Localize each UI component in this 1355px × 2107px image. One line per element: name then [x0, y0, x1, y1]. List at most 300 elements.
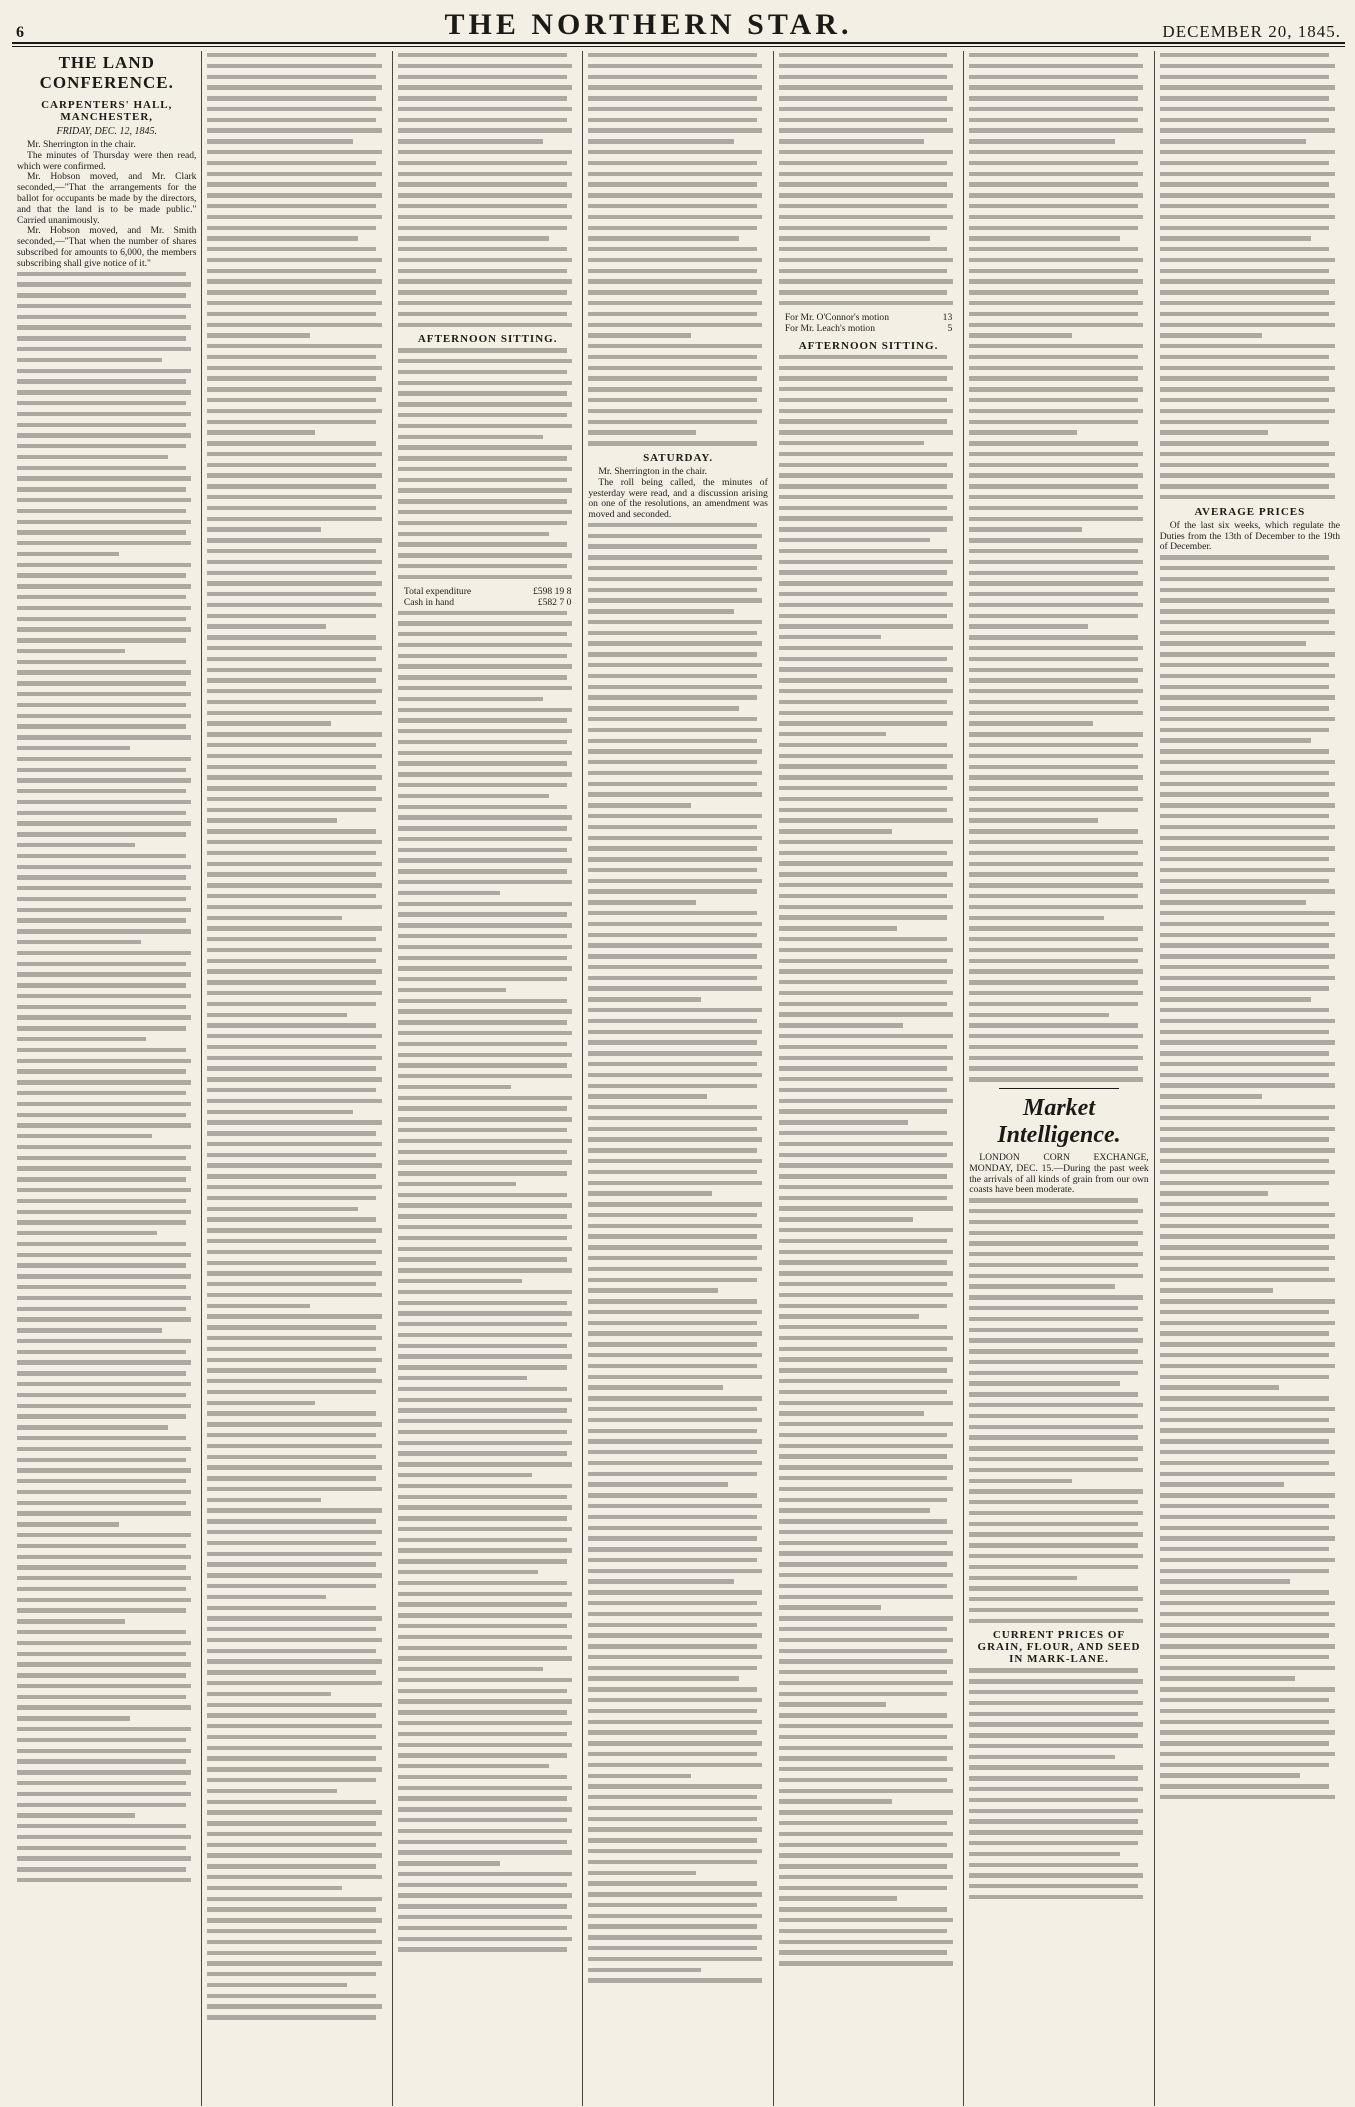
text-line	[779, 1875, 953, 1879]
text-line	[207, 1616, 381, 1620]
text-line	[779, 1454, 948, 1458]
text-line	[398, 1279, 522, 1283]
text-line	[588, 312, 757, 316]
text-line	[207, 2015, 376, 2019]
section-heading: THE LAND CONFERENCE.	[39, 53, 174, 92]
text-line	[779, 1605, 881, 1609]
text-line	[588, 857, 762, 861]
text-line	[398, 542, 567, 546]
text-line	[969, 916, 1104, 920]
text-line	[588, 1181, 762, 1185]
text-line	[207, 1692, 331, 1696]
text-line	[398, 247, 567, 251]
text-line	[779, 570, 948, 574]
text-line	[969, 1543, 1138, 1547]
text-line	[779, 818, 953, 822]
text-line	[398, 1732, 567, 1736]
text-line	[969, 732, 1143, 736]
text-line	[17, 1069, 186, 1073]
text-line	[588, 1418, 762, 1422]
text-line	[207, 1250, 381, 1254]
text-line	[969, 959, 1138, 963]
text-line	[207, 409, 381, 413]
text-line	[1160, 1310, 1329, 1314]
text-line	[1160, 1784, 1329, 1788]
text-line	[17, 390, 191, 394]
text-line	[207, 172, 381, 176]
text-line	[207, 1487, 381, 1491]
text-line	[207, 1519, 376, 1523]
text-line	[588, 1321, 757, 1325]
text-line	[969, 1056, 1143, 1060]
text-line	[588, 598, 762, 602]
text-line	[779, 204, 948, 208]
text-line	[779, 64, 953, 68]
text-line	[779, 754, 953, 758]
text-line	[779, 732, 887, 736]
text-line	[588, 236, 739, 240]
text-line	[1160, 376, 1329, 380]
text-line	[398, 988, 506, 992]
text-line	[588, 1385, 723, 1389]
text-line	[398, 837, 572, 841]
text-line	[588, 706, 739, 710]
text-line	[588, 172, 762, 176]
text-line	[969, 527, 1082, 531]
text-line	[588, 868, 757, 872]
text-line	[779, 366, 953, 370]
text-line	[398, 1462, 572, 1466]
text-line	[17, 1414, 186, 1418]
text-line	[207, 786, 376, 790]
text-line	[207, 1627, 376, 1631]
text-line	[17, 951, 191, 955]
text-line	[588, 1569, 762, 1573]
text-line	[17, 918, 186, 922]
text-line	[17, 1220, 186, 1224]
text-line	[398, 1268, 572, 1272]
text-line	[207, 969, 381, 973]
text-line	[207, 376, 376, 380]
text-line	[1160, 301, 1335, 305]
section-heading: AFTERNOON SITTING.	[798, 339, 939, 352]
text-line	[17, 1296, 191, 1300]
text-line	[969, 506, 1138, 510]
text-line	[398, 826, 567, 830]
text-line	[1160, 1224, 1329, 1228]
text-line	[207, 1056, 381, 1060]
text-line	[969, 1608, 1138, 1612]
text-line	[398, 761, 567, 765]
text-line	[398, 1527, 572, 1531]
text-line	[779, 1120, 908, 1124]
text-line	[779, 182, 948, 186]
text-line	[969, 1023, 1138, 1027]
text-line	[779, 678, 948, 682]
text-line	[1160, 1137, 1329, 1141]
text-line	[588, 1202, 762, 1206]
text-line	[779, 560, 953, 564]
text-line	[17, 1490, 191, 1494]
text-line	[1160, 1601, 1335, 1605]
text-line	[779, 764, 948, 768]
text-line	[969, 1328, 1138, 1332]
text-line	[779, 1681, 953, 1685]
text-line	[398, 323, 572, 327]
text-line	[398, 1807, 572, 1811]
text-line	[779, 1056, 953, 1060]
text-line	[969, 538, 1143, 542]
text-line	[969, 1034, 1143, 1038]
text-line	[398, 1096, 572, 1100]
text-line	[207, 1703, 381, 1707]
text-line	[1160, 85, 1335, 89]
text-line	[17, 563, 191, 567]
text-line	[1160, 836, 1329, 840]
text-line	[779, 75, 948, 79]
text-line	[1160, 749, 1329, 753]
text-line	[1160, 588, 1335, 592]
text-line	[398, 805, 567, 809]
text-line	[779, 915, 948, 919]
text-line	[779, 269, 948, 273]
text-line	[779, 1023, 903, 1027]
text-line	[969, 818, 1098, 822]
text-line	[779, 484, 948, 488]
text-line	[779, 1206, 953, 1210]
text-line	[17, 530, 186, 534]
body-text	[779, 53, 958, 305]
text-line	[779, 1756, 948, 1760]
text-line	[207, 387, 381, 391]
text-line	[207, 689, 381, 693]
text-line	[969, 1274, 1143, 1278]
text-line	[588, 409, 762, 413]
text-line	[588, 836, 762, 840]
text-line	[398, 858, 572, 862]
text-line	[207, 1810, 381, 1814]
text-line	[969, 926, 1143, 930]
text-line	[207, 872, 376, 876]
text-line	[207, 398, 376, 402]
column-4	[583, 51, 773, 2106]
text-line	[17, 1468, 191, 1472]
text-line	[398, 499, 567, 503]
text-line	[779, 1034, 953, 1038]
text-line	[398, 654, 567, 658]
text-line	[207, 1099, 381, 1103]
text-line	[17, 466, 186, 470]
text-line	[17, 757, 191, 761]
text-line	[588, 107, 762, 111]
text-line	[398, 1430, 567, 1434]
text-line	[1160, 717, 1335, 721]
masthead-divider	[12, 46, 1345, 47]
text-line	[779, 463, 948, 467]
text-line	[969, 236, 1120, 240]
text-line	[17, 670, 191, 674]
paragraph: The roll being called, the minutes of yesterday were read, and a discussion arising on one of the resolutions, an amendment was moved and seconded.	[588, 476, 768, 521]
text-line	[588, 64, 762, 68]
text-line	[17, 1716, 130, 1720]
text-line	[588, 1579, 733, 1583]
text-line	[398, 1829, 572, 1833]
body-text	[969, 1198, 1148, 1623]
text-line	[969, 603, 1143, 607]
text-line	[1160, 1709, 1335, 1713]
text-line	[969, 678, 1138, 682]
text-line	[398, 686, 572, 690]
text-line	[779, 290, 948, 294]
text-line	[588, 258, 762, 262]
text-line	[207, 215, 381, 219]
text-line	[588, 1051, 762, 1055]
text-line	[779, 1799, 892, 1803]
text-line	[588, 1278, 757, 1282]
text-line	[1160, 1439, 1329, 1443]
text-line	[17, 1166, 191, 1170]
text-line	[17, 1210, 191, 1214]
text-line	[1160, 900, 1306, 904]
text-line	[398, 1106, 567, 1110]
text-line	[1160, 1698, 1329, 1702]
text-line	[207, 1401, 315, 1405]
text-line	[398, 740, 567, 744]
text-line	[1160, 879, 1329, 883]
text-line	[588, 1860, 757, 1864]
text-line	[398, 510, 572, 514]
text-line	[779, 419, 948, 423]
text-line	[779, 775, 953, 779]
text-line	[207, 517, 381, 521]
text-line	[779, 1131, 948, 1135]
text-line	[588, 150, 762, 154]
text-line	[969, 1045, 1138, 1049]
text-line	[398, 783, 567, 787]
page-number: 6	[16, 24, 24, 41]
text-line	[398, 1203, 572, 1207]
text-line	[779, 1099, 953, 1103]
text-line	[779, 279, 953, 283]
text-line	[588, 792, 762, 796]
text-line	[779, 376, 948, 380]
text-line	[207, 1045, 376, 1049]
section-heading: SATURDAY.	[643, 451, 714, 464]
text-line	[969, 387, 1143, 391]
text-line	[1160, 1234, 1335, 1238]
text-line	[588, 803, 690, 807]
paragraph: Mr. Hobson moved, and Mr. Smith seconded,—"That when the number of shares subscribed for amounts to 6,000, the members subscribing shall give notice of it."	[17, 225, 197, 269]
text-line	[1160, 1482, 1284, 1486]
text-line	[1160, 172, 1335, 176]
text-line	[779, 1012, 953, 1016]
text-line	[1160, 1331, 1329, 1335]
text-line	[1160, 1773, 1301, 1777]
text-line	[1160, 738, 1311, 742]
text-line	[398, 85, 572, 89]
text-line	[588, 1838, 757, 1842]
text-line	[207, 560, 381, 564]
text-line	[1160, 1073, 1329, 1077]
text-line	[1160, 889, 1335, 893]
text-line	[398, 1171, 567, 1175]
text-line	[398, 718, 567, 722]
text-line	[398, 1376, 527, 1380]
text-line	[207, 1907, 376, 1911]
text-line	[17, 1856, 191, 1860]
text-line	[207, 182, 376, 186]
text-line	[1160, 290, 1329, 294]
text-line	[207, 161, 376, 165]
text-line	[588, 1968, 701, 1972]
text-line	[1160, 976, 1335, 980]
text-line	[398, 1387, 567, 1391]
text-line	[207, 862, 381, 866]
text-line	[779, 1250, 953, 1254]
text-line	[207, 226, 376, 230]
text-line	[1160, 1364, 1335, 1368]
text-line	[1160, 323, 1335, 327]
text-line	[207, 301, 381, 305]
text-line	[1160, 463, 1329, 467]
text-line	[207, 495, 381, 499]
text-line	[1160, 1633, 1329, 1637]
text-line	[779, 1896, 897, 1900]
text-line	[588, 814, 762, 818]
text-line	[588, 1127, 757, 1131]
text-line	[207, 1282, 376, 1286]
market-heading: Market Intelligence.	[997, 1095, 1121, 1148]
text-line	[1160, 75, 1329, 79]
text-line	[969, 1360, 1143, 1364]
text-line	[588, 333, 690, 337]
text-line	[1160, 1396, 1329, 1400]
text-line	[207, 269, 376, 273]
text-line	[1160, 279, 1335, 283]
text-line	[398, 258, 572, 262]
text-line	[969, 1381, 1120, 1385]
text-line	[398, 1581, 567, 1585]
text-line	[207, 1023, 376, 1027]
text-line	[969, 85, 1143, 89]
text-line	[969, 333, 1071, 337]
text-line	[969, 1733, 1138, 1737]
text-line	[969, 980, 1138, 984]
text-line	[17, 1436, 186, 1440]
text-line	[588, 1073, 762, 1077]
text-line	[207, 463, 376, 467]
text-line	[207, 1746, 381, 1750]
text-line	[779, 1961, 953, 1965]
text-line	[588, 1008, 762, 1012]
text-line	[207, 1358, 381, 1362]
text-line	[1160, 1752, 1335, 1756]
text-line	[207, 1390, 376, 1394]
text-line	[17, 1630, 186, 1634]
text-line	[969, 366, 1143, 370]
text-line	[1160, 868, 1335, 872]
text-line	[1160, 1795, 1335, 1799]
text-line	[1160, 182, 1329, 186]
text-line	[17, 1015, 191, 1019]
text-line	[969, 484, 1138, 488]
text-line	[398, 1775, 567, 1779]
text-line	[588, 1515, 757, 1519]
text-line	[779, 1595, 953, 1599]
text-line	[207, 883, 381, 887]
text-line	[17, 940, 141, 944]
text-line	[779, 1336, 953, 1340]
text-line	[779, 107, 953, 111]
text-line	[1160, 1051, 1329, 1055]
text-line	[779, 894, 948, 898]
text-line	[398, 1721, 572, 1725]
text-line	[588, 976, 757, 980]
text-line	[1160, 1245, 1329, 1249]
text-line	[1160, 1213, 1335, 1217]
text-line	[588, 846, 757, 850]
text-line	[17, 1544, 186, 1548]
text-line	[588, 1547, 762, 1551]
text-line	[398, 64, 572, 68]
text-line	[17, 1307, 186, 1311]
text-line	[398, 301, 572, 305]
text-line	[17, 520, 191, 524]
text-line	[207, 549, 376, 553]
body-text	[17, 272, 196, 1883]
text-line	[588, 1784, 762, 1788]
text-line	[969, 409, 1143, 413]
text-line	[17, 660, 186, 664]
text-line	[779, 1465, 953, 1469]
text-line	[588, 247, 757, 251]
text-line	[1160, 344, 1335, 348]
text-line	[398, 564, 567, 568]
text-line	[17, 1404, 191, 1408]
text-line	[17, 1598, 191, 1602]
text-line	[588, 215, 762, 219]
text-line	[17, 1037, 146, 1041]
text-line	[588, 1946, 757, 1950]
text-line	[1160, 986, 1329, 990]
text-line	[969, 128, 1143, 132]
text-line	[17, 1134, 152, 1138]
text-line	[779, 624, 953, 628]
text-line	[17, 929, 191, 933]
text-line	[398, 1947, 567, 1951]
text-line	[17, 1662, 191, 1666]
text-line	[17, 1285, 186, 1289]
text-line	[1160, 215, 1335, 219]
text-line	[207, 290, 376, 294]
text-line	[398, 1085, 511, 1089]
text-line	[207, 1584, 376, 1588]
text-line	[1160, 1288, 1274, 1292]
text-line	[398, 1753, 567, 1757]
text-line	[207, 1314, 381, 1318]
text-line	[779, 657, 948, 661]
text-line	[1160, 933, 1335, 937]
text-line	[588, 1407, 757, 1411]
text-line	[17, 617, 186, 621]
text-line	[1160, 1278, 1335, 1282]
text-line	[779, 1185, 953, 1189]
text-line	[398, 1247, 572, 1251]
text-line	[779, 1325, 948, 1329]
text-line	[969, 323, 1143, 327]
text-line	[779, 1390, 948, 1394]
text-line	[398, 1257, 567, 1261]
